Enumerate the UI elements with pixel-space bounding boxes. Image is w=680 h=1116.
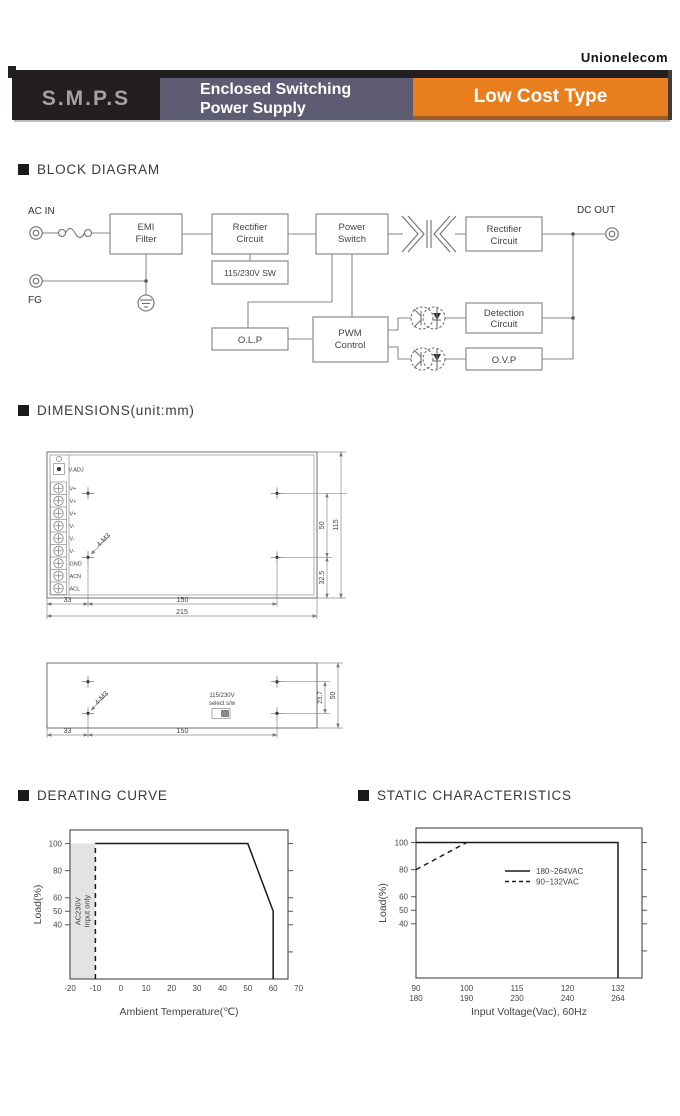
subtitle-line2: Power Supply bbox=[200, 100, 306, 117]
dimension-drawings bbox=[0, 435, 680, 765]
y-tick-label: 80 bbox=[399, 865, 408, 875]
x-tick-label: 264 bbox=[611, 994, 625, 1003]
y-tick-label: 50 bbox=[399, 906, 408, 916]
block-label: O.V.P bbox=[491, 355, 517, 366]
block-label: Rectifier bbox=[232, 222, 268, 233]
x-tick-label: 120 bbox=[560, 984, 575, 993]
x-tick-label: 0 bbox=[118, 984, 124, 993]
olp-block bbox=[212, 328, 288, 350]
bullet-square-icon bbox=[18, 405, 29, 416]
block-label: Power bbox=[338, 222, 366, 233]
x-tick-label: 70 bbox=[294, 984, 304, 993]
type-label: Low Cost Type bbox=[413, 78, 668, 120]
band-right-cap bbox=[668, 70, 672, 120]
side-view-drawing bbox=[47, 663, 343, 738]
screw-spec-label: 4-M3 bbox=[93, 690, 111, 707]
x-tick-label: -10 bbox=[89, 984, 102, 993]
section-heading-derating bbox=[18, 788, 168, 803]
vadj-label: V.ADJ bbox=[68, 467, 84, 474]
x-axis-title: Ambient Temperature(℃) bbox=[119, 1006, 239, 1018]
x-tick-label: 40 bbox=[217, 984, 227, 993]
select-switch-label: select s/w bbox=[208, 701, 236, 707]
ovp-block bbox=[466, 348, 542, 370]
vadj-potentiometer-icon bbox=[54, 456, 65, 474]
ac-in-label: AC IN bbox=[28, 206, 55, 217]
header-top-bar bbox=[8, 70, 672, 78]
x-tick-label: 60 bbox=[268, 984, 278, 993]
dim-23-7: 23.7 bbox=[317, 691, 324, 704]
terminal-label: V- bbox=[69, 523, 75, 530]
plot-frame bbox=[70, 830, 288, 979]
optocoupler-icon bbox=[411, 307, 445, 329]
band-shadow bbox=[14, 120, 670, 122]
block-label: Filter bbox=[135, 234, 157, 245]
terminal-label: V- bbox=[69, 548, 75, 555]
x-tick-label: 115 bbox=[510, 984, 524, 993]
series-load-vs-temperature bbox=[95, 844, 273, 979]
select-switch-icon bbox=[212, 709, 230, 719]
ac-in-terminal-icon bbox=[30, 227, 42, 239]
dim-50: 50 bbox=[330, 691, 337, 700]
mounting-holes bbox=[82, 487, 283, 563]
dimension-extension-lines bbox=[47, 452, 347, 619]
x-tick-label: 10 bbox=[141, 984, 151, 993]
subtitle-line1: Enclosed Switching bbox=[200, 81, 352, 98]
rectifier-out-block bbox=[466, 217, 542, 251]
terminal-label: ACN bbox=[69, 573, 82, 580]
x-tick-label: 50 bbox=[243, 984, 253, 993]
legend-label: 180~264VAC bbox=[536, 866, 584, 876]
y-tick-label: 60 bbox=[53, 893, 62, 903]
mounting-holes bbox=[82, 676, 283, 720]
power-switch-block bbox=[316, 214, 388, 254]
x-tick-label: 20 bbox=[167, 984, 177, 993]
optocoupler-glyphs bbox=[414, 307, 441, 329]
y-axis-title: Load(%) bbox=[377, 883, 389, 923]
block-label: Control bbox=[334, 340, 366, 351]
product-subtitle bbox=[160, 78, 413, 120]
section-heading-static bbox=[358, 788, 572, 803]
earth-ground-icon bbox=[138, 295, 154, 311]
section-title: STATIC CHARACTERISTICS bbox=[377, 788, 572, 803]
y-tick-label: 100 bbox=[48, 839, 62, 849]
x-tick-label: 132 bbox=[611, 984, 625, 993]
terminal-label: V+ bbox=[69, 511, 77, 518]
dimension-lines bbox=[47, 663, 338, 735]
x-tick-label: 90 bbox=[411, 984, 421, 993]
shaded-region-label: AC230V bbox=[73, 897, 83, 926]
dc-out-terminal-icon bbox=[606, 228, 618, 240]
product-title: S.M.P.S bbox=[12, 78, 160, 120]
section-heading-dimensions bbox=[18, 403, 195, 418]
y-tick-label: 80 bbox=[53, 866, 62, 876]
block-label: 115/230V SW bbox=[224, 268, 276, 278]
section-title: BLOCK DIAGRAM bbox=[37, 162, 160, 177]
dc-out-label: DC OUT bbox=[577, 205, 616, 216]
block-diagram bbox=[0, 195, 680, 380]
terminal-label: V- bbox=[69, 536, 75, 543]
terminal-label: V+ bbox=[69, 486, 77, 493]
block-label: EMI bbox=[137, 222, 155, 233]
legend-label: 90~132VAC bbox=[536, 877, 579, 887]
block-label: Switch bbox=[338, 234, 366, 245]
y-axis-title: Load(%) bbox=[32, 884, 44, 925]
shaded-region-label: Input only bbox=[82, 895, 92, 928]
series-180-264vac bbox=[416, 843, 618, 978]
x-tick-label: 100 bbox=[459, 984, 474, 993]
brand-logo: Unionelecom bbox=[580, 50, 668, 65]
dim-32-5: 32.5 bbox=[319, 570, 326, 585]
y-tick-label: 60 bbox=[399, 892, 408, 902]
select-switch-label: 115/230V bbox=[209, 693, 235, 699]
y-tick-label: 40 bbox=[53, 920, 62, 930]
terminal-label: ACL bbox=[69, 586, 81, 593]
voltage-select-block bbox=[212, 261, 288, 284]
dim-215: 215 bbox=[176, 608, 188, 616]
derating-curve-chart bbox=[20, 818, 330, 1033]
block-label: PWM bbox=[338, 328, 362, 339]
y-tick-label: 100 bbox=[394, 838, 408, 848]
x-axis-title: Input Voltage(Vac), 60Hz bbox=[471, 1006, 587, 1018]
static-characteristics-chart bbox=[340, 818, 670, 1033]
x-tick-label: 180 bbox=[409, 994, 423, 1003]
header-band bbox=[12, 78, 668, 120]
dimension-lines bbox=[47, 452, 341, 616]
bullet-square-icon bbox=[358, 790, 369, 801]
dim-150: 150 bbox=[176, 596, 189, 604]
section-heading-block-diagram bbox=[18, 162, 160, 177]
emi-filter-block bbox=[110, 214, 182, 254]
block-label: Circuit bbox=[236, 234, 264, 245]
terminal-label: GND bbox=[69, 561, 82, 568]
bullet-square-icon bbox=[18, 790, 29, 801]
top-view-drawing bbox=[47, 452, 347, 619]
x-tick-label: 230 bbox=[510, 994, 524, 1003]
dimension-extension-lines bbox=[47, 663, 343, 738]
dim-33: 33 bbox=[63, 596, 72, 604]
y-tick-label: 50 bbox=[53, 907, 62, 917]
x-tick-label: 30 bbox=[192, 984, 202, 993]
block-label: Circuit bbox=[490, 236, 518, 247]
fg-terminal-icon bbox=[30, 275, 42, 287]
block-label: Circuit bbox=[490, 319, 518, 330]
plot-frame bbox=[416, 828, 642, 978]
terminal-strip bbox=[51, 482, 82, 595]
terminal-labels bbox=[70, 486, 82, 592]
bullet-square-icon bbox=[18, 164, 29, 175]
x-tick-label: 190 bbox=[459, 994, 474, 1003]
optocoupler-icon bbox=[411, 348, 445, 370]
fg-label: FG bbox=[28, 295, 42, 306]
rectifier-in-block bbox=[212, 214, 288, 254]
screw-spec-label: 4-M3 bbox=[95, 532, 113, 549]
dim-115: 115 bbox=[333, 519, 340, 531]
series-90-132vac bbox=[416, 843, 467, 870]
section-title: DIMENSIONS(unit:mm) bbox=[37, 403, 195, 418]
terminal-label: V+ bbox=[69, 498, 77, 505]
dim-150: 150 bbox=[176, 727, 189, 735]
detection-block bbox=[466, 303, 542, 333]
section-title: DERATING CURVE bbox=[37, 788, 168, 803]
pwm-control-block bbox=[313, 317, 388, 362]
block-label: Rectifier bbox=[486, 224, 522, 235]
dim-33: 33 bbox=[63, 727, 72, 735]
fuse-icon bbox=[59, 229, 92, 238]
dim-50: 50 bbox=[319, 521, 326, 530]
x-tick-label: 240 bbox=[560, 994, 575, 1003]
x-tick-label: -20 bbox=[64, 984, 76, 993]
terminal-screws bbox=[54, 484, 63, 593]
y-tick-label: 40 bbox=[399, 919, 408, 929]
block-label: O.L.P bbox=[237, 335, 263, 346]
block-label: Detection bbox=[483, 308, 525, 319]
transformer-icon bbox=[402, 216, 456, 252]
optocoupler-glyphs bbox=[414, 348, 441, 370]
